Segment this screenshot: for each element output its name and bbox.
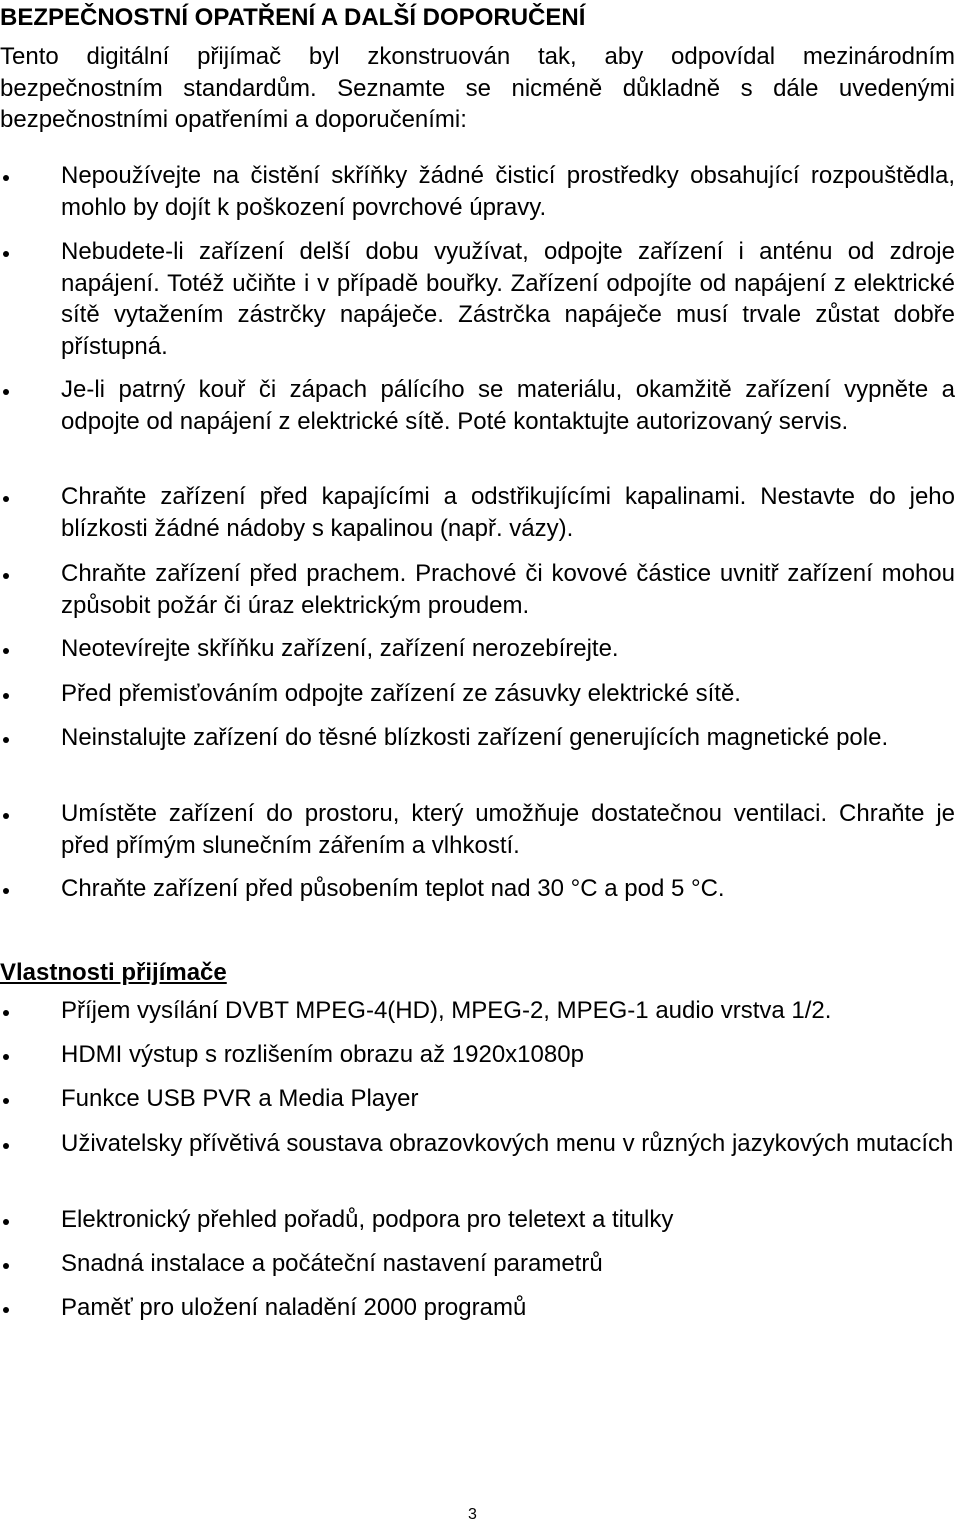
bullet-icon: [3, 873, 13, 905]
bullet-icon: [3, 678, 13, 710]
list-item: [61, 236, 955, 362]
bullet-icon: [3, 236, 13, 268]
list-item: [61, 1128, 955, 1160]
list-item-text: Chraňte zařízení před prachem. Prachové či kovové částice uvnitř zařízení mohou způsobit požár či úraz elektrickým proudem.: [61, 560, 955, 619]
list-item-text: Uživatelsky přívětivá soustava obrazovkových menu v různých jazykových mutacích: [61, 1130, 954, 1157]
list-item: [61, 1292, 955, 1324]
list-item: [61, 558, 955, 621]
page-number: 3: [468, 1506, 477, 1523]
list-item-text: Snadná instalace a počáteční nastavení parametrů: [61, 1250, 603, 1277]
list-item-text: Elektronický přehled pořadů, podpora pro teletext a titulky: [61, 1206, 674, 1233]
list-item: [61, 873, 955, 905]
list-item: [61, 1204, 955, 1236]
list-item-text: Neotevírejte skříňku zařízení, zařízení nerozebírejte.: [61, 635, 619, 662]
list-item-text: Chraňte zařízení před působením teplot nad 30 °C a pod 5 °C.: [61, 875, 725, 902]
bullet-icon: [3, 798, 13, 830]
list-item-text: Nepoužívejte na čistění skříňky žádné čisticí prostředky obsahující rozpouštědla, mohlo by dojít k poškození povrchové úpravy.: [61, 162, 955, 221]
list-item: [61, 798, 955, 861]
list-item-text: Umístěte zařízení do prostoru, který umožňuje dostatečnou ventilaci. Chraňte je před přímým slunečním zářením a vlhkostí.: [61, 800, 955, 859]
list-item: [61, 160, 955, 223]
list-item: [61, 1039, 955, 1071]
bullet-icon: [3, 1292, 13, 1324]
bullet-icon: [3, 558, 13, 590]
bullet-icon: [3, 481, 13, 513]
bullet-icon: [3, 1248, 13, 1280]
features-section-title: Vlastnosti přijímače: [0, 959, 227, 986]
bullet-icon: [3, 995, 13, 1027]
list-item: [61, 481, 955, 544]
list-item-text: Příjem vysílání DVBT MPEG-4(HD), MPEG-2, MPEG-1 audio vrstva 1/2.: [61, 997, 832, 1024]
bullet-icon: [3, 1083, 13, 1115]
list-item: [61, 995, 955, 1027]
bullet-icon: [3, 1204, 13, 1236]
list-item: [61, 633, 955, 665]
list-item: [61, 1083, 955, 1115]
bullet-icon: [3, 722, 13, 754]
bullet-icon: [3, 1039, 13, 1071]
list-item-text: Paměť pro uložení naladění 2000 programů: [61, 1294, 527, 1321]
safety-intro-paragraph: Tento digitální přijímač byl zkonstruován tak, aby odpovídal mezinárodním bezpečnostním standardům. Seznamte se nicméně důkladně s dále uvedenými bezpečnostními opatřeními a doporučeními:: [0, 43, 955, 133]
bullet-icon: [3, 160, 13, 192]
safety-section-title: BEZPEČNOSTNÍ OPATŘENÍ A DALŠÍ DOPORUČENÍ: [0, 4, 586, 31]
list-item: [61, 678, 955, 710]
list-item: [61, 1248, 955, 1280]
list-item-text: Je-li patrný kouř či zápach pálícího se materiálu, okamžitě zařízení vypněte a odpojte od napájení z elektrické sítě. Poté kontaktujte autorizovaný servis.: [61, 376, 955, 435]
list-item-text: Funkce USB PVR a Media Player: [61, 1085, 419, 1112]
list-item-text: Nebudete-li zařízení delší dobu využívat, odpojte zařízení i anténu od zdroje napájení. Totéž učiňte i v případě bouřky. Zařízení odpojíte od napájení z elektrické sítě vytažením zástrčky napáječe. Zástrčka napáječe musí trvale zůstat dobře přístupná.: [61, 238, 955, 360]
list-item-text: Neinstalujte zařízení do těsné blízkosti zařízení generujících magnetické pole.: [61, 724, 889, 751]
bullet-icon: [3, 1128, 13, 1160]
bullet-icon: [3, 633, 13, 665]
list-item-text: HDMI výstup s rozlišením obrazu až 1920x1080p: [61, 1041, 584, 1068]
bullet-icon: [3, 374, 13, 406]
list-item-text: Chraňte zařízení před kapajícími a odstřikujícími kapalinami. Nestavte do jeho blízkosti žádné nádoby s kapalinou (např. vázy).: [61, 483, 955, 542]
list-item: [61, 374, 955, 437]
list-item-text: Před přemisťováním odpojte zařízení ze zásuvky elektrické sítě.: [61, 680, 741, 707]
list-item: [61, 722, 955, 754]
